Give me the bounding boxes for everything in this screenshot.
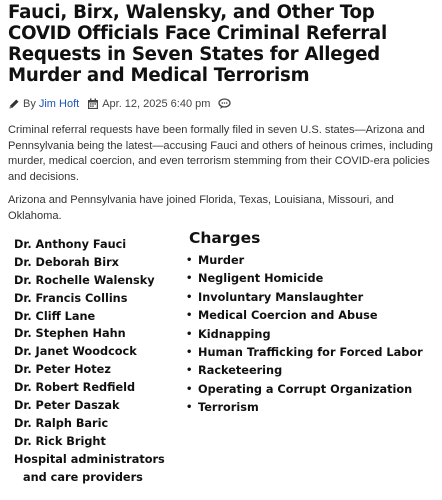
official-name: Dr. Stephen Hahn: [14, 327, 126, 341]
charge-label: Murder: [198, 254, 245, 267]
bullet-icon: •: [186, 346, 193, 358]
names-last-line-1: Hospital administrators: [14, 452, 165, 466]
article-headline: Fauci, Birx, Walensky, and Other Top COVID Officials Face Criminal Referral Requests in Seven States for Alleged Murder and Medical Terrorism: [8, 2, 387, 86]
referral-names-list: [14, 236, 184, 487]
official-name: Dr. Cliff Lane: [14, 309, 96, 323]
charge-item: [186, 270, 440, 288]
bullet-icon: •: [186, 402, 193, 414]
charge-label: Human Trafficking for Forced Labor: [198, 345, 423, 359]
bullet-icon: •: [186, 310, 193, 322]
official-name: Dr. Ralph Baric: [14, 416, 109, 430]
charge-label: Operating a Corrupt Organization: [198, 382, 413, 396]
bullet-icon: •: [186, 383, 193, 395]
byline-by: By: [23, 98, 36, 110]
bullet-icon: •: [186, 273, 193, 285]
official-name: Dr. Deborah Birx: [14, 255, 119, 269]
article-paragraph: Arizona and Pennsylvania have joined Florida, Texas, Louisiana, Missouri, and Oklahoma.: [8, 194, 394, 222]
official-name: Dr. Peter Daszak: [14, 399, 120, 413]
comment-bubble-icon[interactable]: [218, 98, 231, 110]
bullet-icon: •: [186, 291, 193, 303]
article-paragraph: Criminal referral requests have been formally filed in seven U.S. states—Arizona and Pennsylvania being the latest—accusing Fauci and others of heinous crimes, including murder, medical coercion, and even terrorism stemming from their COVID-era policies and decisions.: [8, 124, 433, 184]
charge-label: Racketeering: [198, 364, 283, 378]
charge-item: [186, 399, 440, 417]
charges-heading: Charges: [189, 229, 261, 247]
calendar-icon: [87, 98, 99, 110]
charges-list: [186, 252, 440, 418]
official-name: Dr. Janet Woodcock: [14, 345, 137, 359]
charge-label: Involuntary Manslaughter: [198, 290, 364, 304]
charge-label: Kidnapping: [198, 327, 271, 341]
charge-item: [186, 326, 440, 344]
charge-item: [186, 289, 440, 307]
official-name: Dr. Rick Bright: [14, 434, 106, 448]
official-name: Dr. Rochelle Walensky: [14, 273, 155, 287]
charge-item: [186, 344, 440, 362]
author-link[interactable]: Jim Hoft: [38, 98, 80, 110]
bullet-icon: •: [186, 255, 193, 266]
publish-date: Apr. 12, 2025 6:40 pm: [102, 98, 211, 110]
pencil-icon: [8, 98, 20, 110]
names-last-line-2: and care providers: [23, 470, 143, 484]
official-name: Dr. Peter Hotez: [14, 363, 111, 377]
official-name: Dr. Francis Collins: [14, 291, 128, 305]
official-name: Dr. Anthony Fauci: [14, 238, 127, 251]
charge-item: [186, 381, 440, 399]
bullet-icon: •: [186, 365, 193, 377]
charge-label: Negligent Homicide: [198, 272, 324, 286]
charge-item: [186, 362, 440, 380]
official-name: Dr. Robert Redfield: [14, 381, 136, 395]
charge-label: Medical Coercion and Abuse: [198, 309, 378, 323]
bullet-icon: •: [186, 328, 193, 340]
charge-item: [186, 252, 440, 270]
charge-label: Terrorism: [198, 401, 259, 415]
charge-item: [186, 307, 440, 325]
hospital-administrators-entry: [14, 451, 184, 487]
byline: [8, 97, 234, 111]
